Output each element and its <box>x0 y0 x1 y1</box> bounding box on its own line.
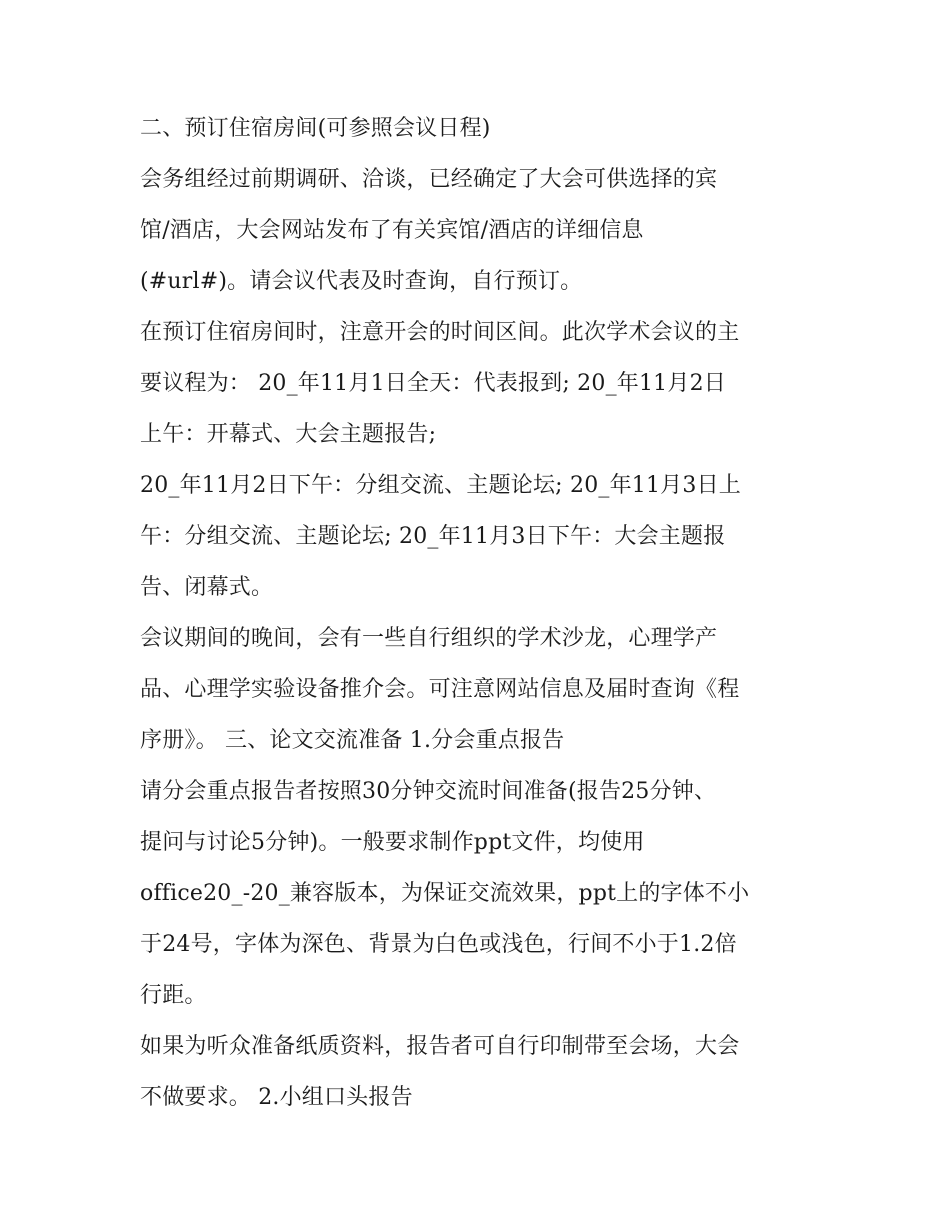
text-line: office20_-20_兼容版本，为保证交流效果，ppt上的字体不小 <box>140 881 750 906</box>
text-line: 不做要求。 2.小组口头报告 <box>140 1085 413 1110</box>
text-line: 午：分组交流、主题论坛; 20_年11月3日下午：大会主题报 <box>140 524 726 549</box>
text-line: 如果为听众准备纸质资料，报告者可自行印制带至会场，大会 <box>140 1034 740 1059</box>
document-body <box>140 103 830 1123</box>
text-line: 会务组经过前期调研、洽谈，已经确定了大会可供选择的宾 <box>140 167 718 192</box>
text-line: 请分会重点报告者按照30分钟交流时间准备(报告25分钟、 <box>140 779 717 804</box>
text-line: 行距。 <box>140 983 207 1008</box>
text-line: 于24号，字体为深色、背景为白色或浅色，行间不小于1.2倍 <box>140 932 737 957</box>
text-line: 告、闭幕式。 <box>140 575 274 600</box>
text-line: 上午：开幕式、大会主题报告; <box>140 422 437 447</box>
text-line: 要议程为： 20_年11月1日全天：代表报到; 20_年11月2日 <box>140 371 726 396</box>
text-line: 提问与讨论5分钟)。一般要求制作ppt文件，均使用 <box>140 830 645 855</box>
text-line: 二、预订住宿房间(可参照会议日程) <box>140 116 491 141</box>
text-line: 在预订住宿房间时，注意开会的时间区间。此次学术会议的主 <box>140 320 740 345</box>
text-line: 20_年11月2日下午：分组交流、主题论坛; 20_年11月3日上 <box>140 473 741 498</box>
text-line: (#url#)。请会议代表及时查询，自行预订。 <box>140 269 583 294</box>
text-line: 序册》。 三、论文交流准备 1.分会重点报告 <box>140 728 565 753</box>
text-line: 馆/酒店，大会网站发布了有关宾馆/酒店的详细信息 <box>140 218 644 243</box>
text-line: 品、心理学实验设备推介会。可注意网站信息及届时查询《程 <box>140 677 740 702</box>
text-line: 会议期间的晚间，会有一些自行组织的学术沙龙，心理学产 <box>140 626 718 651</box>
